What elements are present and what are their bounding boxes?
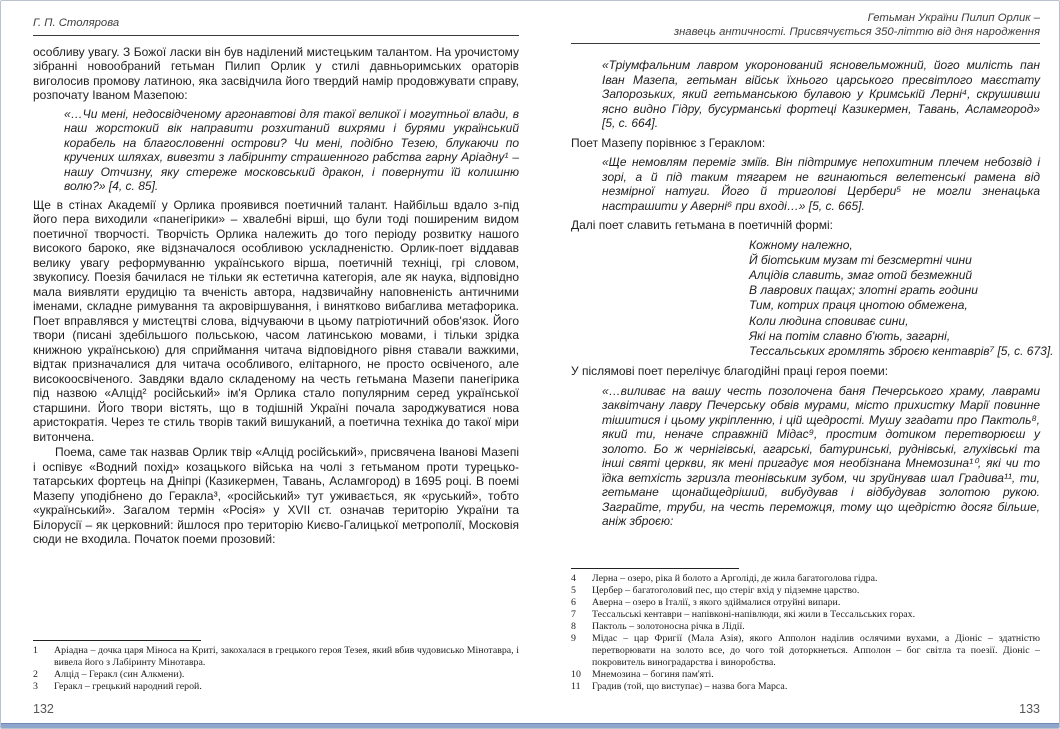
- verse-line: Алцідів славить, змаг отой безмежний: [749, 267, 973, 282]
- footnote-number: 10: [571, 669, 581, 680]
- right-footnotes: [571, 566, 1040, 716]
- window-edge-strip: [1, 723, 1059, 728]
- footnote: [33, 669, 519, 681]
- body-paragraph: особливу увагу. З Божої ласки він був наділений мистецьким талантом. На урочистому зібранні новообраний гетьман Пилип Орлик у стилі давньоримських ораторів виголосив промову латиною, яка засвідчила його твердий намір продовжувати справу, розпочату Іваном Мазепою:: [33, 44, 519, 102]
- running-head-title-line1: Гетьман України Пилип Орлик –: [867, 12, 1040, 24]
- footnote: [571, 609, 1040, 621]
- footnote-text: Аверна – озеро в Італії, з якого здіймалися отруйні випари.: [592, 597, 841, 608]
- left-footnotes: [33, 638, 519, 716]
- footnote-text: Тессальські кентаври – напівконі-напівлюди, які жили в Тессальських горах.: [592, 609, 916, 620]
- footnote: [571, 669, 1040, 681]
- page-spread: [1, 1, 1059, 728]
- footnote-number: 6: [571, 597, 576, 608]
- footnote-number: 5: [571, 585, 576, 596]
- body-paragraph: Поема, саме так назвав Орлик твір «Алцід російський», присвячена Іванові Мазепі і оспівує «Водний похід» козацького війська на чолі з гетьманом проти турецько-татарських фортець на Дніпрі (Казикермен, Тавань, Асламгород) в 1695 році. В поемі Мазепу уподібнено до Геракла³, «російський» тут уживається, як «руський», тобто «український». Загалом термін «Росія» у XVII ст. означав територію України та Білорусії – як церковний: йшлося про територію Києво-Галицької метрополії, Московія сюди не входила. Початок поеми прозовий:: [33, 445, 519, 546]
- running-head-author: Г. П. Столярова: [33, 17, 519, 36]
- footnote-text: Цербер – багатоголовий пес, що стеріг вхід у підземне царство.: [592, 585, 860, 596]
- right-page: [530, 1, 1059, 728]
- footnote-number: 4: [571, 573, 576, 584]
- page-number-left: 132: [33, 702, 54, 716]
- footnote-separator: [571, 568, 739, 569]
- footnote-text: Мідас – цар Фригії (Мала Азія), якого Апполон наділив ослячими вухами, а Діоніс – здатністю перетворювати на золото все, до чого той доторкнеться. Апполон – бог світла та поезії. Діоніс – покровитель виноградарства і виноробства.: [592, 633, 1040, 668]
- quote-paragraph: «…Чи мені, недосвідченому аргонавтові для такої великої і могутньої влади, в наш жорстокий вік направити розхитаний вихрями і бурями український корабель на благословенні острови? Чи мені, подібно Тезею, блукаючи по кручених шляхах, вивезти з лабіринту страшенного рабства гарну Аріадну¹ – нашу Отчизну, яку стереже московський дракон, і повернути їй колишню волю?» [4, с. 85].: [64, 106, 519, 193]
- footnote-number: 2: [33, 669, 38, 680]
- verse-line: В лаврових пащах; злотні грать години: [749, 283, 978, 298]
- quote-paragraph: «…виливає на вашу честь позолочена баня Печерського храму, лаврами заквітчану лавру Печерську обвів мурами, місто прихистку Марії повинне тішитися і цьому укріпленню, і цій щедрості. Мушу згадати про Пактоль⁸, який ти, неначе справжній Мідас⁹, простим дотиком перетворюєш у золото. Бо ж чернігівські, агарські, батуринські, руднівські, глухівські та інші святі церкви, як мені пригадує моя необізнана Мнемозина¹⁰, які чи то їдка ветхість згризла теонівським зубом, чи зруйнував шал Градива¹¹, ти, гетьмане щонайщедріший, вибудував і відбудував золотою рукою. Заграйте, труби, на честь переможця, тому що щедрістю досяг більше, аніж зброєю:: [602, 383, 1040, 529]
- left-page: [1, 1, 530, 728]
- footnote: [571, 585, 1040, 597]
- footnote: [571, 681, 1040, 693]
- running-head-title: [571, 12, 1040, 44]
- footnote: [571, 597, 1040, 609]
- footnote-number: 8: [571, 621, 576, 632]
- right-footnote-list: [571, 573, 1040, 693]
- footnote-text: Аріадна – дочка царя Міноса на Криті, закохалася в грецького героя Тезея, який вбив чудовисько Мінотавра, і вивела його з Лабіринту Мінотавра.: [54, 645, 519, 668]
- footnote-text: Мнемозина – богиня пам'яті.: [592, 669, 714, 680]
- verse-line: Кожному належно,: [749, 237, 853, 252]
- quote-paragraph: «Ще немовлям переміг зміїв. Він підтримує непохитним плечем небозвід і зорі, а й під таким тягарем не вгинаються велетенські рамена від незмірної натуги. Його й триголові Цербери⁵ не могли зненацька настрашити у Аверні⁶ при вході…» [5, с. 665].: [602, 155, 1040, 213]
- footnote-number: 1: [33, 645, 38, 656]
- footnote-text: Лерна – озеро, ріка й болото а Арголіді, де жила багатоголова гідра.: [592, 573, 878, 584]
- body-paragraph: Ще в стінах Академії у Орлика проявився поетичний талант. Найбільш вдало з-під його пера виходили «панегірики» – хвалебні вірші, що були тоді поширеним видом поетичної творчості. Творчість Орлика належить до того періоду розвитку нашого високого бароко, яке відзначалося особливою ускладненістю. Орлик-поет віддавав велику увагу реформуванню українського вірша, поетичній техніці, грі словом, звукопису. Поезія бачилася не тільки як естетична категорія, але як наука, відповідно мала виявляти ерудицію та вченість автора, надзвичайну наповненість античними іменами, складне римування та акровіршування, і винятково вибаглива метафорика. Поет вправлявся у мистецтві слова, відчуваючи в цьому патріотичний обов'язок. Його твори (писані здебільшого польською, часом латинською мовами, і тільки зрідка книжною українською) для сприймання читача відповідного рівня ставали важкими, відтак призначалися для читача особливого, елітарного, не просто освіченого, але високоосвіченого. Завдяки вдало складеному на честь гетьмана Мазепи панегірика під назвою «Алцід² російський» ім'я Орлика стало популярним серед української старшини. Його твори вістять, що в тодішній Україні почала зароджуватися нова аристократія. Через те стиль творів такий вишуканий, а поетична техніка до такої міри витончена.: [33, 197, 519, 444]
- verse-line: Тим, котрих праця цнотою обмежена,: [749, 298, 968, 313]
- footnote: [571, 573, 1040, 585]
- verse-block: [749, 237, 1054, 360]
- footnote-text: Геракл – грецький народний герой.: [54, 681, 202, 692]
- body-paragraph: У післямові поет перелічує благодійні праці героя поеми:: [571, 364, 889, 379]
- left-footnote-list: [33, 645, 519, 693]
- footnote: [33, 645, 519, 669]
- footnote-number: 11: [571, 681, 581, 692]
- verse-line: Й біотським музам ті безсмертні чини: [749, 252, 972, 267]
- footnote: [571, 633, 1040, 669]
- footnote-text: Градив (той, що виступає) – назва бога Марса.: [592, 681, 788, 692]
- right-page-body: [571, 54, 1054, 533]
- footnote: [571, 621, 1040, 633]
- body-paragraph: Далі поет славить гетьмана в поетичній формі:: [571, 218, 834, 232]
- footnote-separator: [33, 640, 201, 641]
- footnote-text: Пактоль – золотоносна річка в Лідії.: [592, 621, 745, 632]
- verse-line: Які на потім славно б'ють, загарні,: [749, 328, 951, 343]
- page-number-right: 133: [1019, 702, 1040, 716]
- body-paragraph: Поет Мазепу порівнює з Гераклом:: [571, 135, 766, 150]
- running-head-title-line2: знавець античності. Присвячується 350-літтю від дня народження: [673, 25, 1040, 38]
- footnote-number: 7: [571, 609, 576, 620]
- footnote-text: Алцід – Геракл (син Алкмени).: [54, 669, 185, 680]
- footnote: [33, 681, 519, 693]
- quote-paragraph: «Тріумфальним лавром укоронований ясновельможний, його милість пан Іван Мазепа, гетьман військ їхнього царського пресвітлого маєстату Запорозьких, який гетьманською булавою у Кримській Лерні⁴, скрушивши ясно видно Гідру, бусурманські фортеці Казикермен, Тавань, Асламгород» [5, с. 664].: [602, 58, 1040, 130]
- verse-line: Коли людина сповиває сини,: [749, 313, 909, 328]
- left-page-body: [33, 45, 519, 548]
- footnote-number: 9: [571, 633, 576, 644]
- verse-line: Тессальських громлять зброєю кентаврів⁷ [5, с. 673].: [749, 343, 1054, 358]
- footnote-number: 3: [33, 681, 38, 692]
